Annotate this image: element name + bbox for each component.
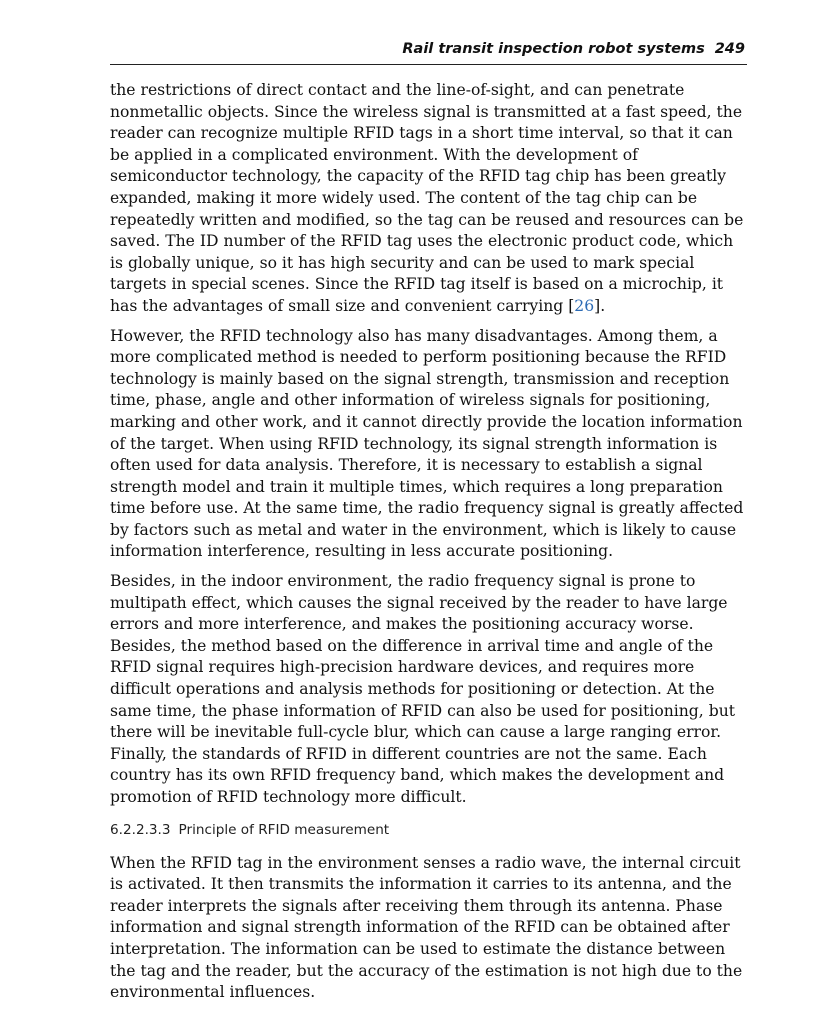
- section-title: Principle of RFID measurement: [178, 821, 390, 838]
- page-number: 249: [714, 41, 745, 57]
- citation-link[interactable]: 26: [574, 296, 595, 315]
- paragraph-rfid-measurement: When the RFID tag in the environment senses a radio wave, the internal circuit is activated. It then transmits the information it carries to its antenna, and the reader interprets the signals after receiving them through its antenna. Phase information and signal strength information of the RFID can be obtained after interpretation. The information can be used to estimate the distance between the tag and the reader, but the accuracy of the estimation is not high due to the environmental influences.: [110, 853, 743, 1002]
- running-header: [110, 38, 747, 65]
- section-heading: [110, 821, 747, 839]
- section-number: 6.2.2.3.3: [110, 821, 171, 838]
- paragraph-rfid-disadvantages: However, the RFID technology also has many disadvantages. Among them, a more complicated method is needed to perform positioning because the RFID technology is mainly based on the signal strength, transmission and reception time, phase, angle and other information of wireless signals for positioning, marking and other work, and it cannot directly provide the location information of the target. When using RFID technology, its signal strength information is often used for data analysis. Therefore, it is necessary to establish a signal strength model and train it multiple times, which requires a long preparation time before use. At the same time, the radio frequency signal is greatly affected by factors such as metal and water in the environment, which is likely to cause information interference, resulting in less accurate positioning.: [110, 326, 744, 561]
- running-title: Rail transit inspection robot systems: [402, 41, 705, 57]
- body-text: [110, 80, 747, 1012]
- paragraph-indoor-environment: Besides, in the indoor environment, the radio frequency signal is prone to multipath effect, which causes the signal received by the reader to have large errors and more interference, and makes the positioning accuracy worse. Besides, the method based on the difference in arrival time and angle of the RFID signal requires high-precision hardware devices, and requires more difficult operations and analysis methods for positioning or detection. At the same time, the phase information of RFID can also be used for positioning, but there will be inevitable full-cycle blur, which can cause a large ranging error. Finally, the standards of RFID in different countries are not the same. Each country has its own RFID frequency band, which makes the development and promotion of RFID technology more difficult.: [110, 572, 735, 806]
- paragraph-text-end: ].: [594, 296, 606, 315]
- paragraph-text: the restrictions of direct contact and the line-of-sight, and can penetrate nonmetallic objects. Since the wireless signal is transmitted at a fast speed, the reader can recognize multiple RFID tags in a short time interval, so that it can be applied in a complicated environment. With the development of semiconductor technology, the capacity of the RFID tag chip has been greatly expanded, making it more widely used. The content of the tag chip can be repeatedly written and modified, so the tag can be reused and resources can be saved. The ID number of the RFID tag uses the electronic product code, which is globally unique, so it has high security and can be used to mark special targets in special scenes. Since the RFID tag itself is based on a microchip, it has the advantages of small size and convenient carrying [: [110, 81, 744, 315]
- paragraph-rfid-advantages: [110, 80, 747, 318]
